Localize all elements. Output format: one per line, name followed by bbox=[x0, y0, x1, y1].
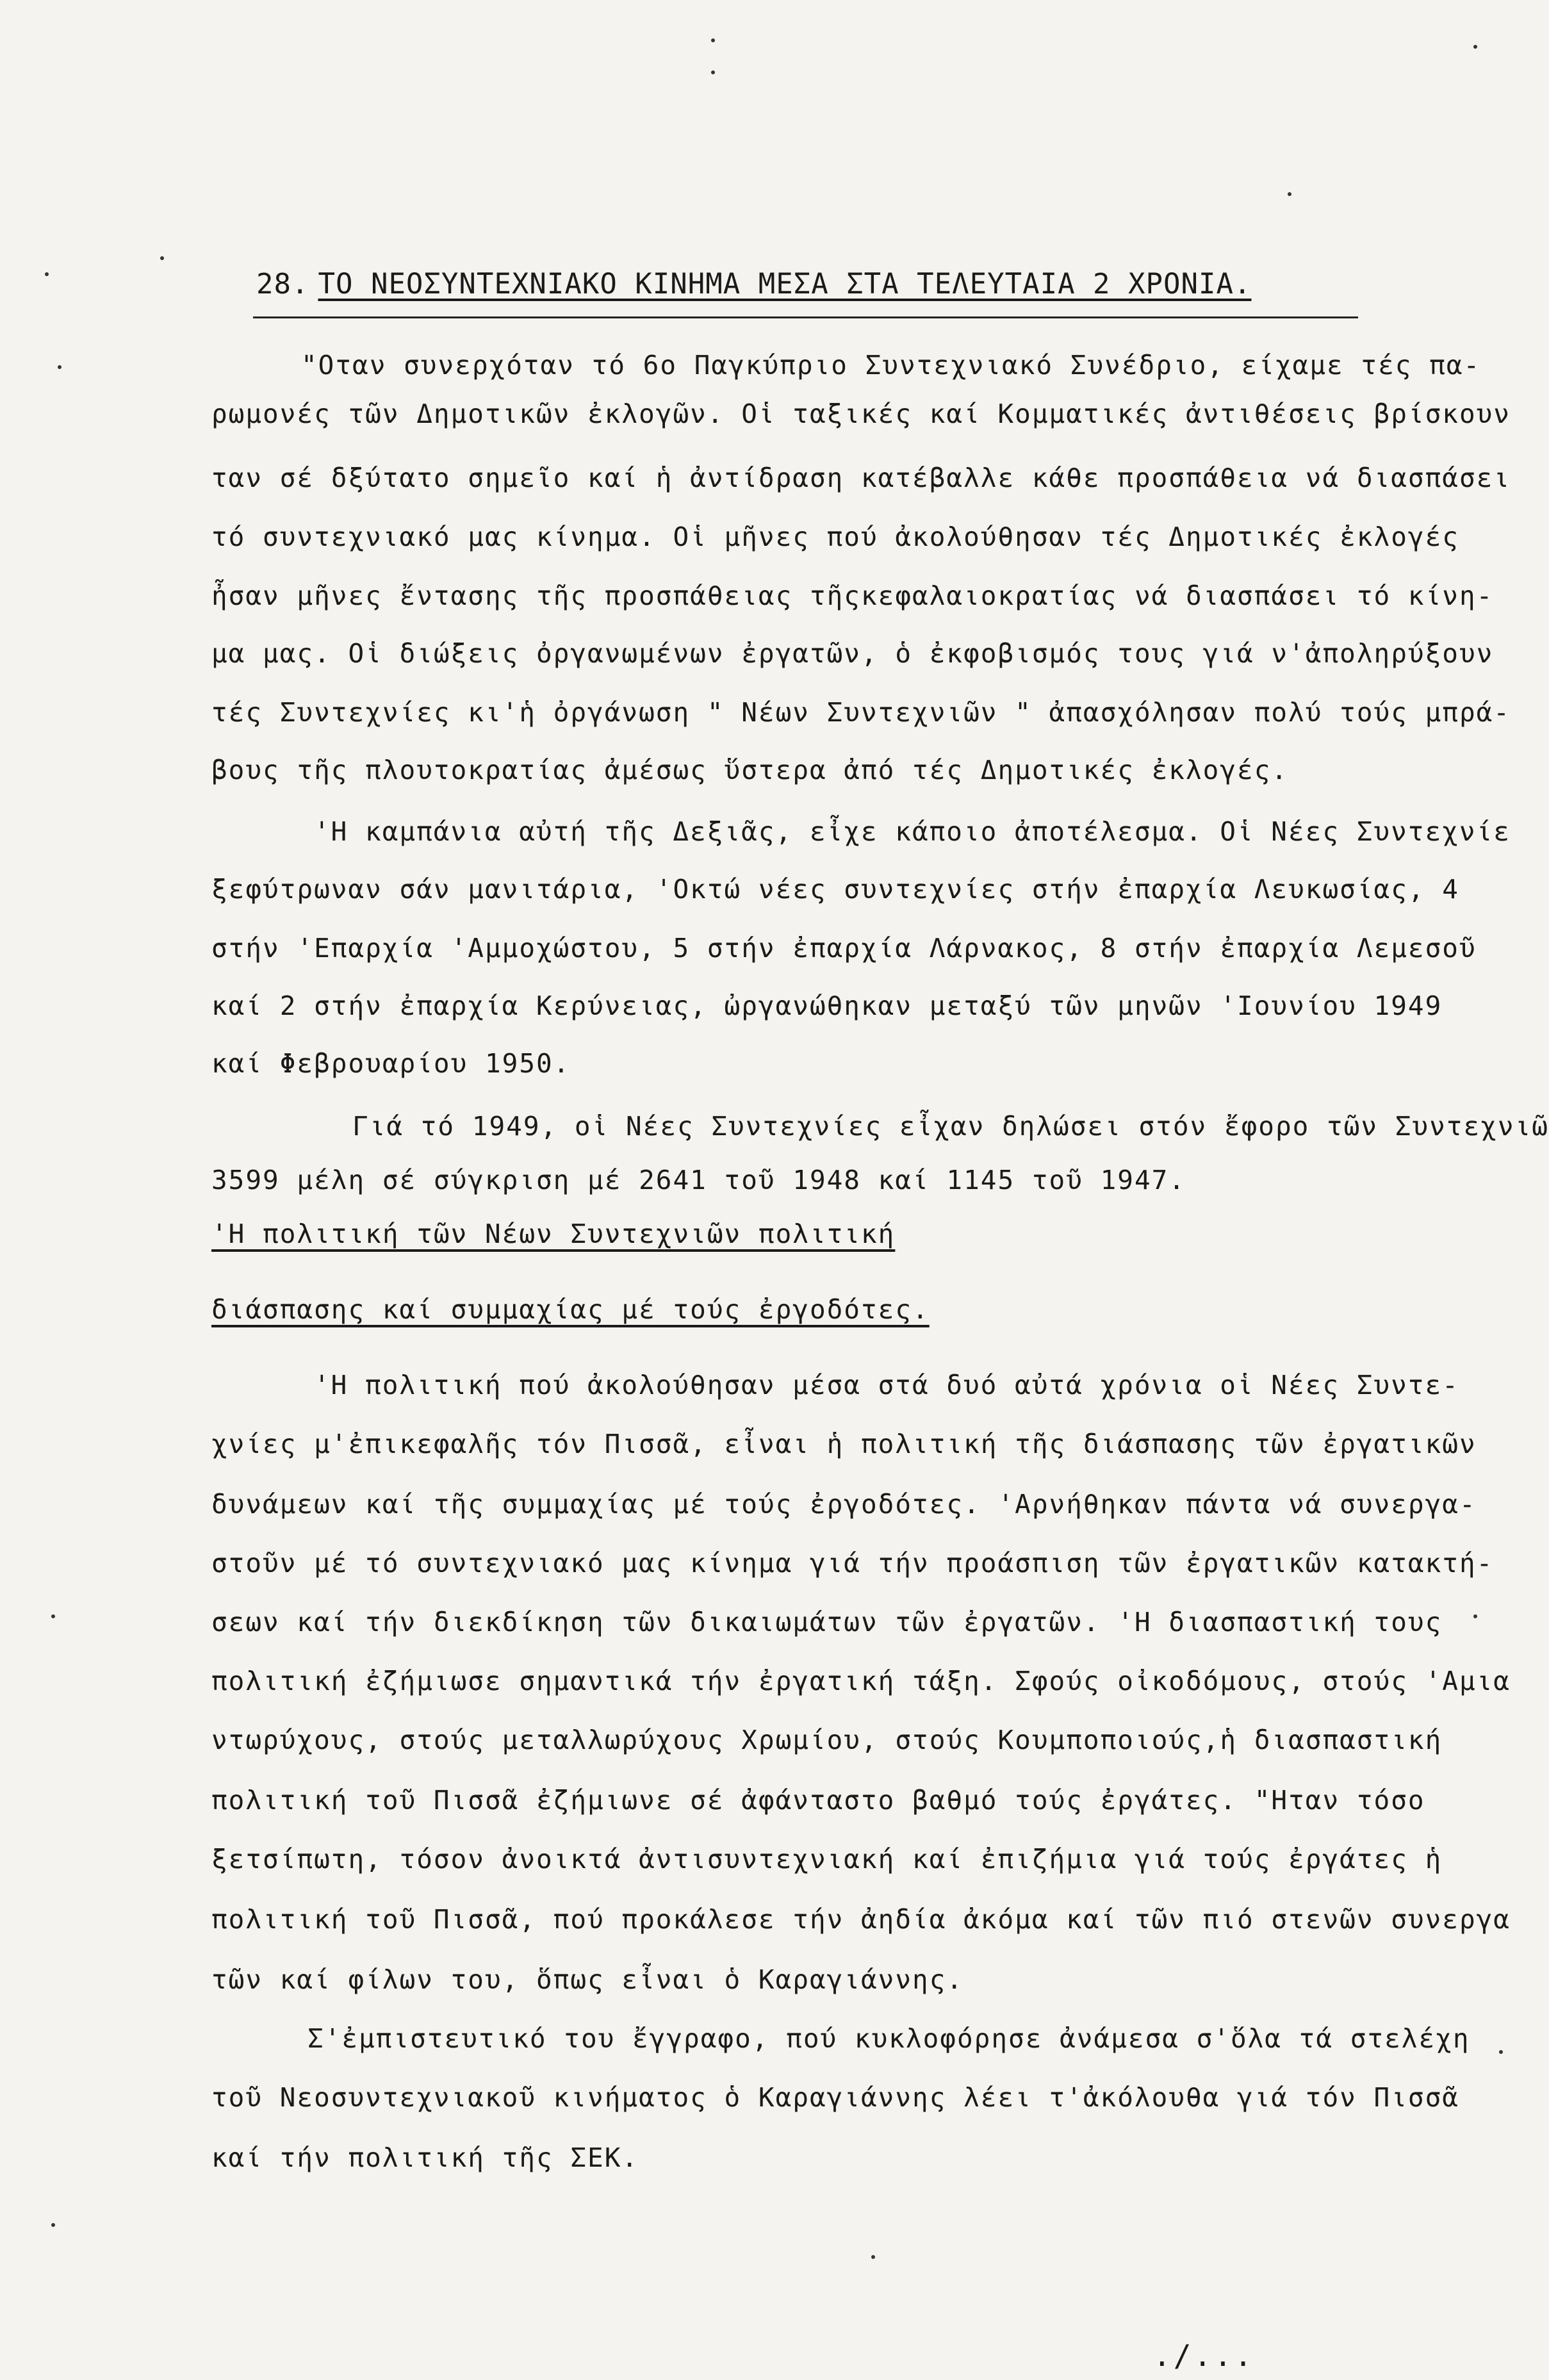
paragraph-5-line: τοῦ Νεοσυντεχνιακοῦ κινήματος ὁ Καραγιάννης λέει τ'ἀκόλουθα γιά τόν Πισσᾶ bbox=[211, 2082, 1459, 2113]
page-title bbox=[256, 268, 1358, 300]
paragraph-3-line: Γιά τό 1949, οἱ Νέες Συντεχνίες εἶχαν δηλώσει στόν ἔφορο τῶν Συντεχνιῶ bbox=[352, 1111, 1549, 1142]
paragraph-4-line: στοῦν μέ τό συντεχνιακό μας κίνημα γιά τήν προάσπιση τῶν ἐργατικῶν κατακτή- bbox=[211, 1548, 1494, 1579]
scan-speck bbox=[1288, 192, 1291, 196]
paragraph-1-line: ταν σέ δξύτατο σημεῖο καί ἡ ἀντίδραση κατέβαλλε κάθε προσπάθεια νά διασπάσει bbox=[211, 463, 1511, 493]
paragraph-4-line: χνίες μ'ἐπικεφαλῆς τόν Πισσᾶ, εἶναι ἡ πολιτική τῆς διάσπασης τῶν ἐργατικῶν bbox=[211, 1429, 1477, 1459]
scan-speck bbox=[1473, 1614, 1477, 1618]
paragraph-1-line: ἦσαν μῆνες ἔντασης τῆς προσπάθειας τῆςκεφαλαιοκρατίας νά διασπάσει τό κίνη- bbox=[211, 580, 1494, 611]
scan-speck bbox=[711, 38, 715, 42]
paragraph-1-line: τές Συντεχνίες κι'ἡ ὀργάνωση " Νέων Συντεχνιῶν " ἀπασχόλησαν πολύ τούς μπρά- bbox=[211, 697, 1511, 728]
paragraph-2-line: καί Φεβρουαρίου 1950. bbox=[211, 1048, 571, 1079]
paragraph-5-line: Σ'ἐμπιστευτικό του ἔγγραφο, πού κυκλοφόρησε ἀνάμεσα σ'ὅλα τά στελέχη bbox=[307, 2023, 1470, 2054]
paragraph-4-line: δυνάμεων καί τῆς συμμαχίας μέ τούς ἐργοδότες. 'Αρνήθηκαν πάντα νά συνεργα- bbox=[211, 1489, 1477, 1520]
paragraph-2-line: καί 2 στήν ἐπαρχία Κερύνειας, ὠργανώθηκαν μεταξύ τῶν μηνῶν 'Ιουνίου 1949 bbox=[211, 990, 1443, 1021]
scan-speck bbox=[871, 2255, 875, 2259]
paragraph-4-line: τῶν καί φίλων του, ὅπως εἶναι ὁ Καραγιάννης. bbox=[211, 1964, 964, 1995]
scan-speck bbox=[58, 365, 61, 369]
scan-speck bbox=[1473, 45, 1477, 49]
paragraph-4-line: πολιτική τοῦ Πισσᾶ, πού προκάλεσε τήν ἀηδία ἀκόμα καί τῶν πιό στενῶν συνεργα bbox=[211, 1904, 1511, 1935]
scan-speck bbox=[1499, 2050, 1503, 2054]
paragraph-1-line: μα μας. Οἱ διώξεις ὀργανωμένων ἐργατῶν, ὁ ἐκφοβισμός τους γιά ν'ἀποληρύξουν bbox=[211, 638, 1494, 669]
paragraph-5-line: καί τήν πολιτική τῆς ΣΕΚ. bbox=[211, 2142, 639, 2173]
paragraph-1-line: "Οταν συνερχόταν τό 6ο Παγκύπριο Συντεχνιακό Συνέδριο, είχαμε τές πα- bbox=[301, 350, 1481, 381]
paragraph-4-line: ξετσίπωτη, τόσον ἀνοικτά ἀντισυντεχνιακή καί ἐπιζήμια γιά τούς ἐργάτες ἡ bbox=[211, 1844, 1443, 1875]
scan-speck bbox=[711, 70, 715, 74]
title-underline bbox=[253, 316, 1358, 318]
paragraph-4-line: ντωρύχους, στούς μεταλλωρύχους Χρωμίου, στούς Κουμποποιούς,ἡ διασπαστική bbox=[211, 1725, 1443, 1755]
paragraph-2-line: 'Η καμπάνια αὐτή τῆς Δεξιᾶς, εἶχε κάποιο ἀποτέλεσμα. Οἱ Νέες Συντεχνίε bbox=[314, 816, 1511, 847]
paragraph-1-line: βους τῆς πλουτοκρατίας ἀμέσως ὕστερα ἀπό τές Δημοτικές ἐκλογές. bbox=[211, 755, 1289, 785]
paragraph-2-line: στήν 'Επαρχία 'Αμμοχώστου, 5 στήν ἐπαρχία Λάρνακος, 8 στήν ἐπαρχία Λεμεσοῦ bbox=[211, 933, 1477, 964]
section-heading: 'Η πολιτική τῶν Νέων Συντεχνιῶν πολιτική bbox=[211, 1219, 896, 1249]
paragraph-3-line: 3599 μέλη σέ σύγκριση μέ 2641 τοῦ 1948 καί 1145 τοῦ 1947. bbox=[211, 1165, 1186, 1195]
title-number: 28. bbox=[256, 268, 309, 300]
paragraph-4-line: πολιτική ἐζήμιωσε σημαντικά τήν ἐργατική τάξη. Σφούς οἰκοδόμους, στούς 'Αμια bbox=[211, 1666, 1511, 1696]
scan-speck bbox=[51, 2223, 55, 2227]
paragraph-4-line: σεων καί τήν διεκδίκηση τῶν δικαιωμάτων τῶν ἐργατῶν. 'Η διασπαστική τους bbox=[211, 1607, 1443, 1637]
scan-speck bbox=[160, 256, 164, 260]
paragraph-4-line: 'Η πολιτική πού ἀκολούθησαν μέσα στά δυό αὐτά χρόνια οἱ Νέες Συντε- bbox=[314, 1370, 1459, 1400]
paragraph-4-line: πολιτική τοῦ Πισσᾶ ἐζήμιωνε σέ ἀφάνταστο βαθμό τούς ἐργάτες. "Ηταν τόσο bbox=[211, 1785, 1425, 1816]
title-text: ΤΟ ΝΕΟΣΥΝΤΕΧΝΙΑΚΟ ΚΙΝΗΜΑ ΜΕΣΑ ΣΤΑ ΤΕΛΕΥΤΑΙΑ 2 ΧΡΟΝΙΑ. bbox=[318, 268, 1252, 300]
paragraph-1-line: ρωμονές τῶν Δημοτικῶν ἐκλογῶν. Οἱ ταξικές καί Κομματικές ἀντιθέσεις βρίσκουν bbox=[211, 398, 1511, 429]
scan-speck bbox=[51, 1614, 55, 1618]
section-heading: διάσπασης καί συμμαχίας μέ τούς ἐργοδότες. bbox=[211, 1294, 930, 1325]
paragraph-2-line: ξεφύτρωναν σάν μανιτάρια, 'Οκτώ νέες συντεχνίες στήν ἐπαρχία Λευκωσίας, 4 bbox=[211, 874, 1459, 905]
paragraph-1-line: τό συντεχνιακό μας κίνημα. Οἱ μῆνες πού ἀκολούθησαν τές Δημοτικές ἐκλογές bbox=[211, 521, 1459, 552]
page-continuation-mark: ./... bbox=[1153, 2338, 1255, 2373]
scan-speck bbox=[45, 272, 49, 276]
